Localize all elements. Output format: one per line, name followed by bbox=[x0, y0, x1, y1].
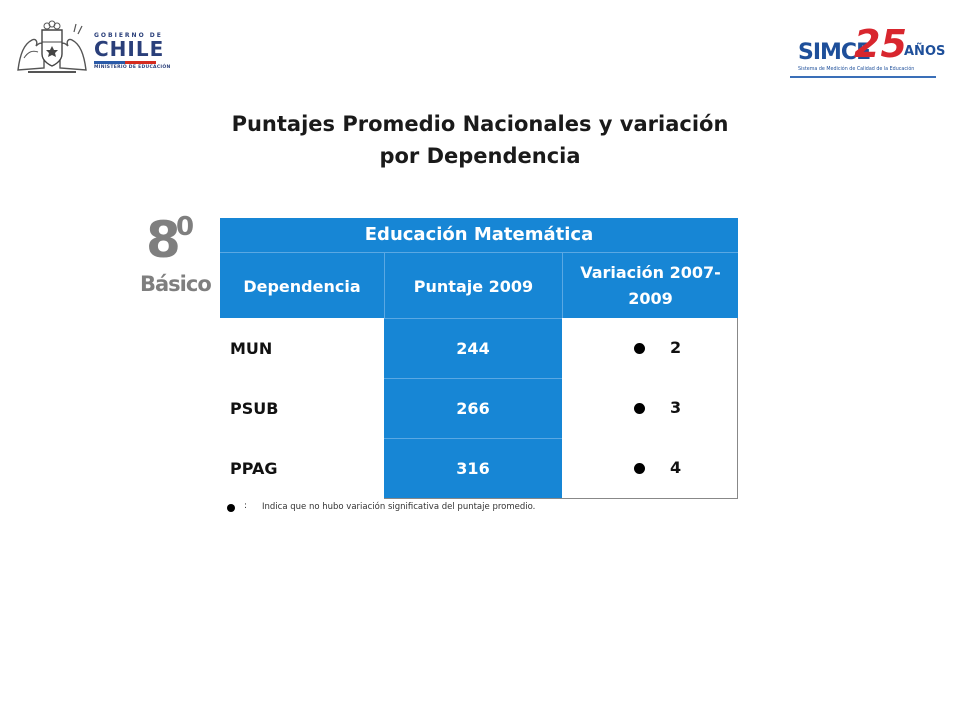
gov-main-text: CHILE bbox=[94, 37, 165, 61]
grade-superscript: 0 bbox=[176, 212, 195, 242]
cell-puntaje: 316 bbox=[384, 438, 562, 498]
no-change-dot-icon bbox=[634, 403, 645, 414]
table-title-row bbox=[220, 218, 738, 252]
table-row bbox=[220, 378, 738, 438]
table-bottom-border bbox=[384, 498, 738, 499]
column-header-variacion: Variación 2007-2009 bbox=[562, 253, 738, 319]
column-header-dependencia: Dependencia bbox=[243, 276, 361, 296]
simce-number: 25 bbox=[854, 22, 907, 66]
title-line-2: por Dependencia bbox=[379, 144, 581, 168]
cell-variacion bbox=[562, 318, 738, 378]
footnote-text: Indica que no hubo variación significativa del puntaje promedio. bbox=[262, 502, 536, 512]
simce-years: AÑOS bbox=[904, 44, 946, 59]
chile-coat-of-arms-icon bbox=[14, 18, 90, 78]
no-change-dot-icon bbox=[634, 463, 645, 474]
table-header-row bbox=[220, 252, 738, 318]
variacion-value: 4 bbox=[670, 458, 682, 477]
table-row bbox=[220, 438, 738, 498]
footnote-separator: : bbox=[244, 501, 248, 511]
gov-sub-text: MINISTERIO DE EDUCACIÓN bbox=[94, 65, 171, 70]
cell-puntaje: 266 bbox=[384, 378, 562, 438]
grade-number: 8 bbox=[146, 211, 181, 269]
gobierno-de-chile-logo bbox=[14, 18, 171, 78]
cell-variacion bbox=[562, 438, 738, 498]
cell-dependencia: PSUB bbox=[220, 378, 384, 438]
cell-dependencia: MUN bbox=[220, 318, 384, 378]
variacion-value: 3 bbox=[670, 398, 682, 417]
title-line-1: Puntajes Promedio Nacionales y variación bbox=[231, 112, 729, 136]
page-title bbox=[160, 108, 800, 172]
legend-dot-icon bbox=[227, 504, 235, 512]
gov-top-text: GOBIERNO DE bbox=[94, 32, 163, 39]
gobierno-wordmark bbox=[94, 32, 174, 78]
variacion-value: 2 bbox=[670, 338, 682, 357]
simce-tagline: Sistema de Medición de Calidad de la Educación bbox=[798, 67, 915, 72]
grade-label: Básico bbox=[140, 272, 211, 296]
no-change-dot-icon bbox=[634, 343, 645, 354]
gov-flag-bar bbox=[94, 61, 156, 64]
simce-word: SIMCE bbox=[798, 40, 871, 65]
header-divider bbox=[790, 76, 936, 78]
cell-variacion bbox=[562, 378, 738, 438]
table-title: Educación Matemática bbox=[364, 224, 594, 245]
simce-logo bbox=[792, 22, 946, 82]
cell-puntaje: 244 bbox=[384, 318, 562, 378]
table-row bbox=[220, 318, 738, 378]
cell-dependencia: PPAG bbox=[220, 438, 384, 498]
column-header-puntaje: Puntaje 2009 bbox=[384, 253, 562, 319]
